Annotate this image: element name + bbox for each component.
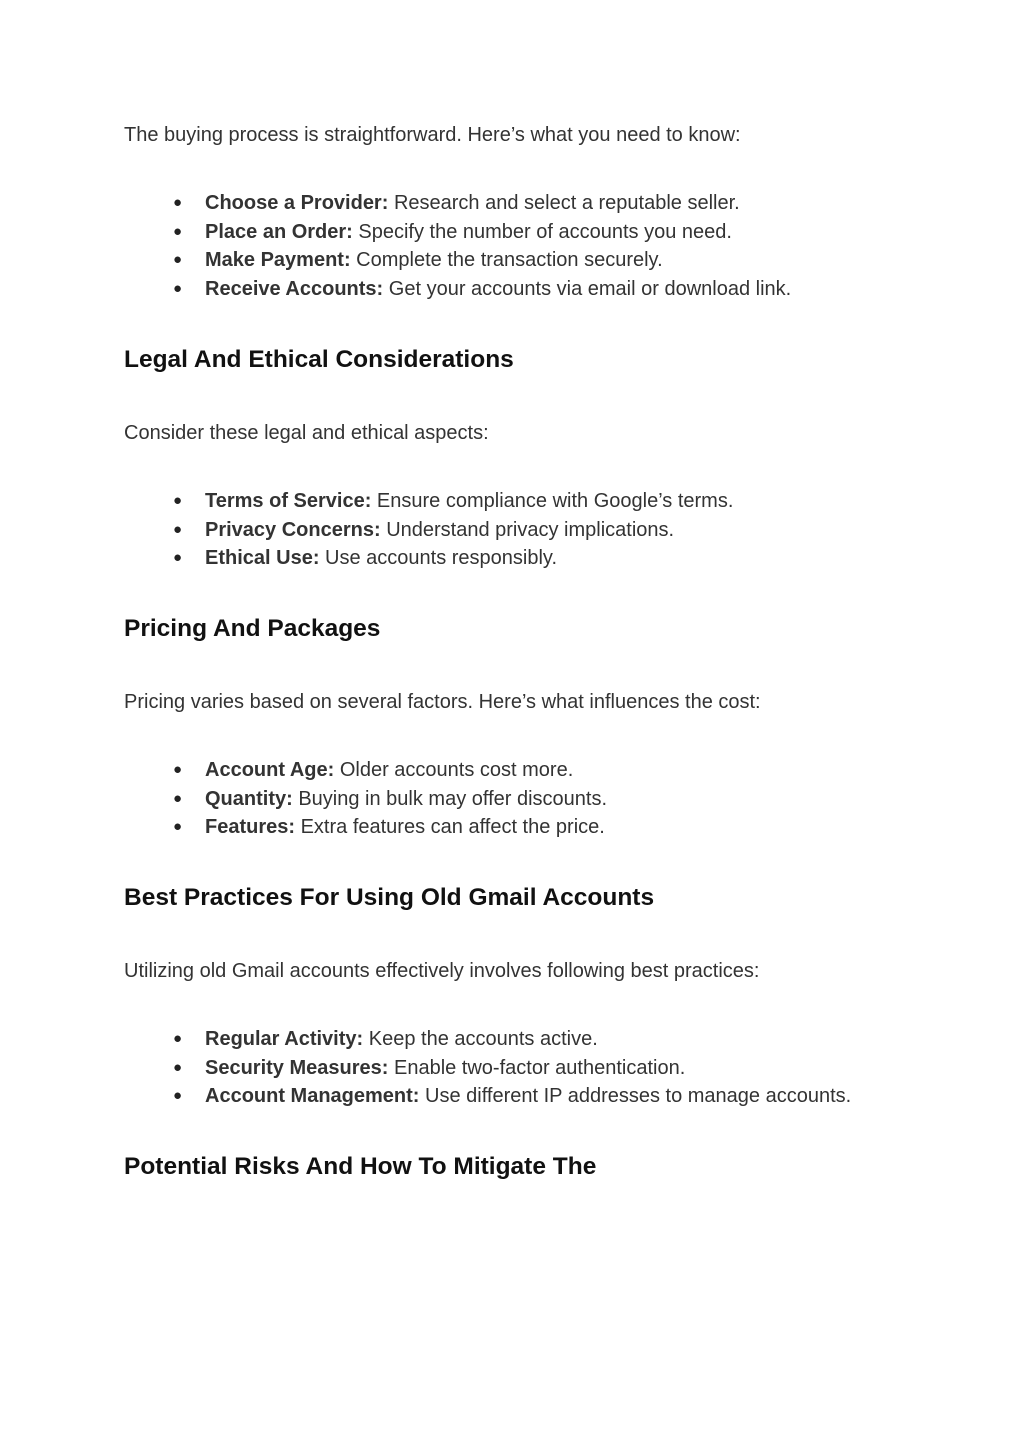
bullet-icon: ● bbox=[173, 492, 183, 509]
bullet-icon: ● bbox=[173, 520, 183, 538]
list-item-text: Understand privacy implications. bbox=[380, 518, 675, 541]
list-item-text: Specify the number of accounts you need. bbox=[352, 220, 732, 243]
list-item-term: Terms of Service: bbox=[205, 490, 372, 512]
bullet-icon: ● bbox=[173, 1030, 183, 1047]
pricing-list bbox=[124, 756, 607, 842]
best-practices-list bbox=[124, 1025, 851, 1111]
bullet-icon: ● bbox=[173, 761, 183, 778]
list-item-text: Complete the transaction securely. bbox=[350, 249, 663, 271]
bullet-icon: ● bbox=[173, 549, 183, 566]
list-item-text: Research and select a reputable seller. bbox=[388, 192, 740, 214]
list-item bbox=[124, 516, 733, 545]
bullet-icon: ● bbox=[173, 1087, 183, 1104]
list-item-term: Place an Order: bbox=[205, 220, 353, 243]
list-item bbox=[124, 246, 791, 275]
list-item-text: Older accounts cost more. bbox=[334, 759, 574, 781]
list-item-term: Features: bbox=[205, 816, 296, 838]
list-item-text: Use accounts responsibly. bbox=[319, 547, 558, 569]
list-item-text: Keep the accounts active. bbox=[363, 1028, 598, 1050]
bullet-icon: ● bbox=[173, 222, 183, 240]
list-item-text: Use different IP addresses to manage accounts. bbox=[419, 1085, 852, 1107]
list-item-term: Receive Accounts: bbox=[205, 277, 384, 300]
list-item-term: Choose a Provider: bbox=[205, 192, 389, 214]
section-paragraph-best-practices: Utilizing old Gmail accounts effectively involves following best practices: bbox=[124, 960, 760, 982]
list-item bbox=[124, 189, 791, 218]
list-item-term: Security Measures: bbox=[205, 1056, 389, 1079]
section-paragraph-legal: Consider these legal and ethical aspects: bbox=[124, 422, 489, 444]
list-item bbox=[124, 785, 607, 814]
bullet-icon: ● bbox=[173, 251, 183, 268]
list-item-text: Ensure compliance with Google’s terms. bbox=[371, 490, 734, 512]
list-item bbox=[124, 813, 607, 842]
legal-list bbox=[124, 487, 733, 573]
list-item bbox=[124, 1082, 851, 1111]
bullet-icon: ● bbox=[173, 1058, 183, 1076]
bullet-icon: ● bbox=[173, 194, 183, 211]
list-item-term: Regular Activity: bbox=[205, 1028, 364, 1050]
list-item-term: Account Age: bbox=[205, 759, 335, 781]
list-item bbox=[124, 1025, 851, 1054]
list-item-text: Enable two-factor authentication. bbox=[388, 1056, 686, 1079]
list-item-text: Buying in bulk may offer discounts. bbox=[292, 787, 608, 810]
list-item-term: Make Payment: bbox=[205, 249, 351, 271]
buying-steps-list bbox=[124, 189, 791, 303]
bullet-icon: ● bbox=[173, 789, 183, 807]
list-item-term: Account Management: bbox=[205, 1085, 420, 1107]
list-item bbox=[124, 544, 733, 573]
list-item-term: Privacy Concerns: bbox=[205, 518, 381, 541]
list-item bbox=[124, 1054, 851, 1083]
list-item bbox=[124, 275, 791, 304]
list-item-term: Ethical Use: bbox=[205, 547, 320, 569]
list-item bbox=[124, 218, 791, 247]
list-item bbox=[124, 487, 733, 516]
section-paragraph-pricing: Pricing varies based on several factors. Here’s what influences the cost: bbox=[124, 691, 761, 713]
list-item bbox=[124, 756, 607, 785]
section-heading-legal: Legal And Ethical Considerations bbox=[124, 346, 514, 373]
bullet-icon: ● bbox=[173, 279, 183, 297]
intro-paragraph: The buying process is straightforward. Here’s what you need to know: bbox=[124, 124, 741, 146]
list-item-text: Get your accounts via email or download link. bbox=[383, 277, 792, 300]
section-heading-best-practices: Best Practices For Using Old Gmail Accounts bbox=[124, 884, 655, 911]
list-item-term: Quantity: bbox=[205, 787, 293, 810]
section-heading-pricing: Pricing And Packages bbox=[124, 615, 381, 642]
bullet-icon: ● bbox=[173, 818, 183, 835]
list-item-text: Extra features can affect the price. bbox=[295, 816, 605, 838]
section-heading-risks: Potential Risks And How To Mitigate The bbox=[124, 1153, 597, 1180]
